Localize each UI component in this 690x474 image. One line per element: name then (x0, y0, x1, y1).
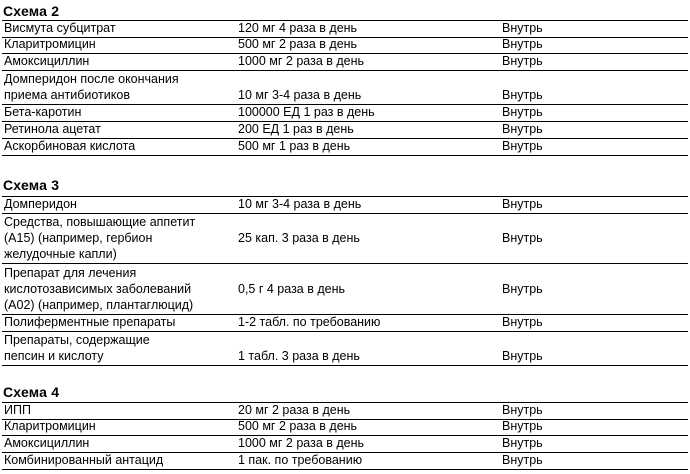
drug-name: Препарат для лечения кислотозависимых заболеваний (А02) (например, плантаглюцид) (4, 266, 194, 312)
route: Внутрь (502, 54, 543, 68)
drug-name: Полиферментные препараты (4, 315, 176, 329)
table-row (2, 419, 688, 436)
dose: 120 мг 4 раза в день (238, 21, 358, 35)
route: Внутрь (502, 282, 543, 296)
dose: 1 пак. по требованию (238, 453, 363, 467)
drug-name: Средства, повышающие аппетит (А15) (например, гербион желудочные капли) (4, 215, 196, 261)
dose: 200 ЕД 1 раз в день (238, 122, 354, 136)
drug-name: Домперидон (4, 197, 77, 211)
dose: 500 мг 2 раза в день (238, 419, 358, 433)
table-row (2, 139, 688, 156)
scheme-4-title: Схема 4 (3, 384, 60, 400)
dose: 500 мг 2 раза в день (238, 37, 358, 51)
dose: 0,5 г 4 раза в день (238, 282, 346, 296)
route: Внутрь (502, 88, 543, 102)
route: Внутрь (502, 21, 543, 35)
route: Внутрь (502, 349, 543, 363)
route: Внутрь (502, 122, 543, 136)
drug-name: Комбинированный антацид (4, 453, 164, 467)
route: Внутрь (502, 453, 543, 467)
drug-name: Домперидон после окончания приема антибиотиков (4, 72, 179, 102)
scheme-2-title: Схема 2 (3, 3, 60, 19)
route: Внутрь (502, 403, 543, 417)
dose: 20 мг 2 раза в день (238, 403, 351, 417)
drug-name: Кларитромицин (4, 37, 96, 51)
drug-name: Бета-каротин (4, 105, 82, 119)
route: Внутрь (502, 37, 543, 51)
route: Внутрь (502, 419, 543, 433)
table-row (2, 71, 688, 105)
drug-name: ИПП (4, 403, 31, 417)
drug-name: Аскорбиновая кислота (4, 139, 136, 153)
route: Внутрь (502, 436, 543, 450)
route: Внутрь (502, 139, 543, 153)
scheme-3-title: Схема 3 (3, 177, 60, 193)
drug-name: Ретинола ацетат (4, 122, 101, 136)
table-row (2, 196, 688, 214)
drug-name: Висмута субцитрат (4, 21, 116, 35)
dose: 10 мг 3-4 раза в день (238, 197, 362, 211)
table-row (2, 315, 688, 332)
route: Внутрь (502, 231, 543, 245)
table-row (2, 37, 688, 54)
table-row (2, 332, 688, 366)
dose: 10 мг 3-4 раза в день (238, 88, 362, 102)
table-row (2, 122, 688, 139)
dose: 1 табл. 3 раза в день (238, 349, 360, 363)
dose: 1-2 табл. по требованию (238, 315, 381, 329)
drug-name: Амоксициллин (4, 54, 90, 68)
dose: 1000 мг 2 раза в день (238, 54, 365, 68)
drug-name: Препараты, содержащие пепсин и кислоту (4, 333, 150, 363)
drug-name: Амоксициллин (4, 436, 90, 450)
route: Внутрь (502, 197, 543, 211)
dose: 100000 ЕД 1 раз в день (238, 105, 375, 119)
table-row (2, 264, 688, 315)
table-row (2, 105, 688, 122)
table-row (2, 54, 688, 71)
drug-name: Кларитромицин (4, 419, 96, 433)
route: Внутрь (502, 315, 543, 329)
dose: 25 кап. 3 раза в день (238, 231, 360, 245)
table-row (2, 453, 688, 470)
table-row (2, 436, 688, 453)
table-row (2, 213, 688, 264)
route: Внутрь (502, 105, 543, 119)
dose: 1000 мг 2 раза в день (238, 436, 365, 450)
dose: 500 мг 1 раз в день (238, 139, 351, 153)
